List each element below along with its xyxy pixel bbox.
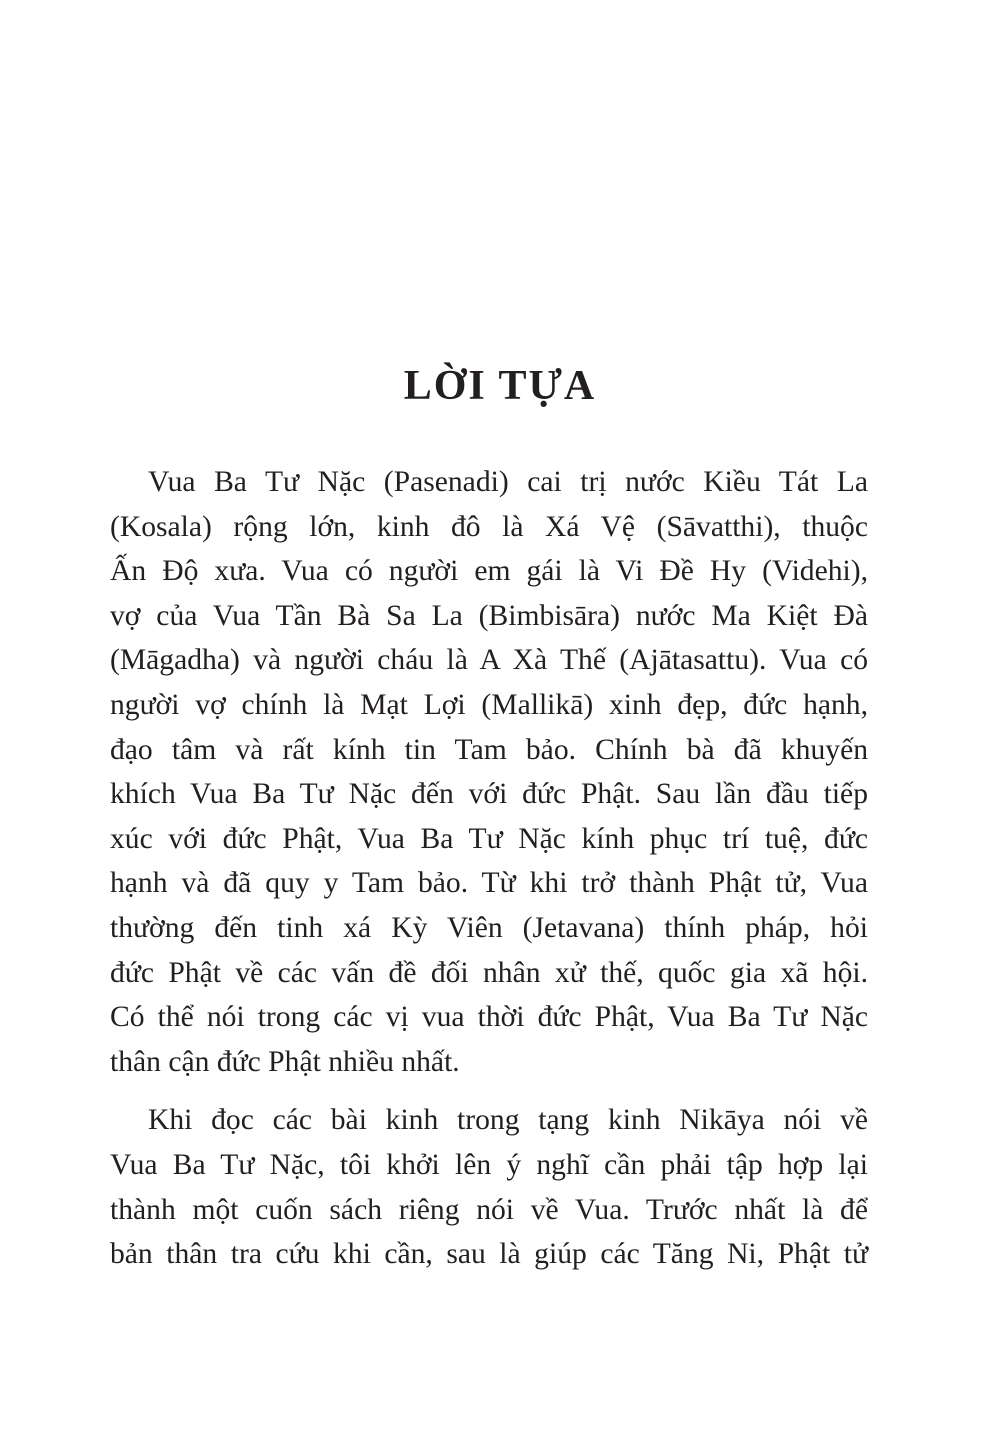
text-line: bản thân tra cứu khi cần, sau là giúp các Tăng Ni, Phật tử <box>110 1238 868 1271</box>
page-title: LỜI TỰA <box>403 363 597 409</box>
paragraph-2 <box>110 1098 868 1276</box>
text-line: khích Vua Ba Tư Nặc đến với đức Phật. Sau lần đầu tiếp <box>110 778 868 811</box>
text-line: Có thể nói trong các vị vua thời đức Phật, Vua Ba Tư Nặc <box>110 1001 868 1034</box>
body-text <box>110 460 868 1277</box>
text-line: (Kosala) rộng lớn, kinh đô là Xá Vệ (Sāvatthi), thuộc <box>110 510 868 543</box>
text-line: vợ của Vua Tần Bà Sa La (Bimbisāra) nước Ma Kiệt Đà <box>110 599 868 632</box>
text-line: hạnh và đã quy y Tam bảo. Từ khi trở thành Phật tử, Vua <box>110 867 868 900</box>
text-line: đạo tâm và rất kính tin Tam bảo. Chính bà đã khuyến <box>110 733 868 766</box>
text-line: thường đến tinh xá Kỳ Viên (Jetavana) thính pháp, hỏi <box>110 911 868 944</box>
paragraph-1 <box>110 460 868 1084</box>
text-line: thành một cuốn sách riêng nói về Vua. Trước nhất là để <box>110 1193 868 1226</box>
text-line: Khi đọc các bài kinh trong tạng kinh Nikāya nói về <box>148 1104 868 1137</box>
text-line: (Māgadha) và người cháu là A Xà Thế (Ajātasattu). Vua có <box>110 644 868 677</box>
text-line: thân cận đức Phật nhiều nhất. <box>110 1045 460 1078</box>
text-line: đức Phật về các vấn đề đối nhân xử thế, quốc gia xã hội. <box>110 956 868 989</box>
text-line: Ấn Độ xưa. Vua có người em gái là Vi Đề Hy (Videhi), <box>110 555 868 588</box>
text-line: Vua Ba Tư Nặc, tôi khởi lên ý nghĩ cần phải tập hợp lại <box>110 1148 868 1181</box>
text-line: Vua Ba Tư Nặc (Pasenadi) cai trị nước Kiều Tát La <box>148 466 868 498</box>
text-line: xúc với đức Phật, Vua Ba Tư Nặc kính phục trí tuệ, đức <box>110 822 868 855</box>
text-line: người vợ chính là Mạt Lợi (Mallikā) xinh đẹp, đức hạnh, <box>110 688 868 721</box>
